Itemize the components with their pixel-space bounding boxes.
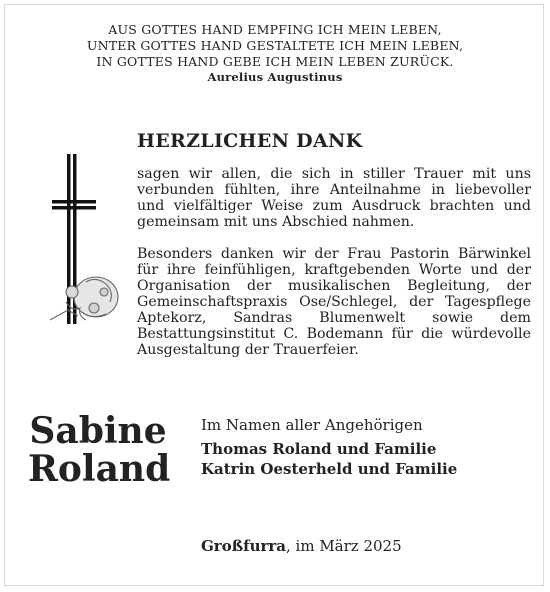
family-name: Thomas Roland und Familie (201, 440, 437, 458)
place-date (201, 537, 402, 555)
deceased-first-name: Sabine (29, 410, 167, 452)
signature-intro: Im Namen aller Angehörigen (201, 416, 423, 434)
place-city: Großfurra (201, 537, 286, 555)
signature-block (201, 415, 457, 479)
quote-line: AUS GOTTES HAND EMPFING ICH MEIN LEBEN, (108, 22, 442, 37)
special-thanks-paragraph: Besonders danken wir der Frau Pastorin Bärwinkel für ihre feinfühligen, kraftgebenden Worte und der Organisation der musikalischen Begleitung, der Gemeinschaftspraxis Ose/Schlegel, der Tagespflege Aptekorz, Sandras Blumenwelt sowie dem Bestattungsinstitut C. Bodemann für die würdevolle Ausgestaltung der Trauerfeier. (137, 246, 531, 358)
quote-line: IN GOTTES HAND GEBE ICH MEIN LEBEN ZURÜCK. (96, 54, 454, 69)
deceased-name (28, 410, 171, 490)
thanks-paragraph: sagen wir allen, die sich in stiller Trauer mit uns verbunden fühlten, ihre Anteilnahme in liebevoller und vielfältiger Weise zum Ausdruck brachten und gemeinsam mit uns Abschied nahmen. (137, 166, 531, 230)
family-name: Katrin Oesterheld und Familie (201, 460, 458, 478)
deceased-last-name: Roland (28, 448, 171, 490)
bible-quote (0, 22, 550, 84)
quote-line: UNTER GOTTES HAND GESTALTETE ICH MEIN LEBEN, (86, 38, 464, 53)
page-title: HERZLICHEN DANK (137, 130, 363, 152)
place-date-text: , im März 2025 (286, 537, 402, 555)
quote-author: Aurelius Augustinus (207, 70, 343, 84)
cross-with-angel-icon (38, 152, 128, 352)
